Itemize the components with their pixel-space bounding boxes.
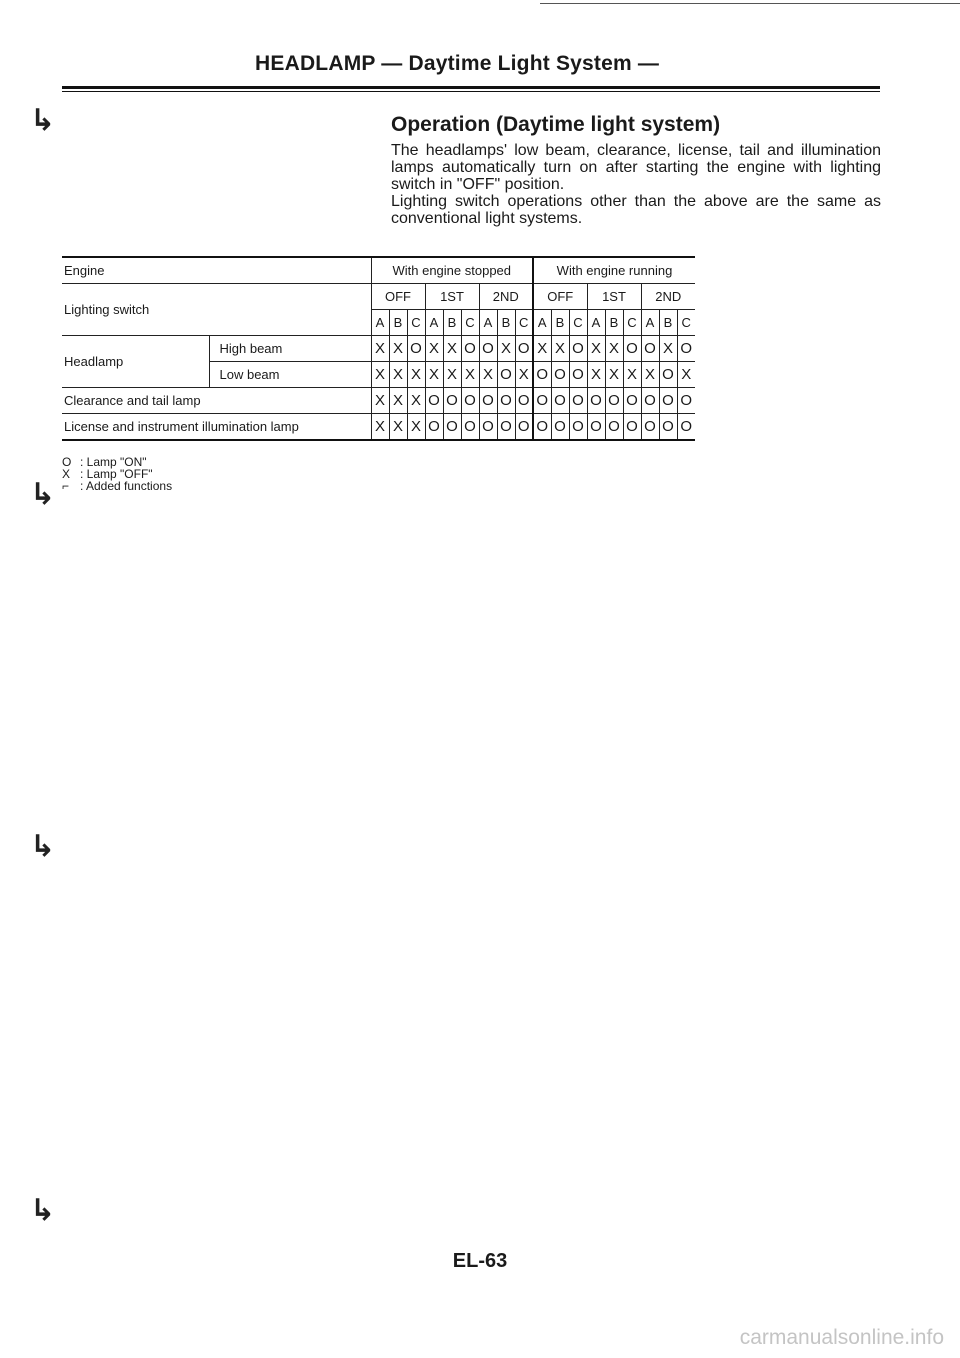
sub-position: B (443, 310, 461, 336)
sub-position: A (533, 310, 551, 336)
sub-position: A (371, 310, 389, 336)
lamp-state-cell: X (425, 362, 443, 388)
lamp-state-cell: O (461, 388, 479, 414)
lamp-state-cell: X (533, 336, 551, 362)
lamp-state-cell: X (407, 362, 425, 388)
lamp-state-cell: O (533, 414, 551, 441)
top-edge-rule (540, 3, 960, 4)
sub-position: B (551, 310, 569, 336)
lamp-state-cell: O (515, 388, 533, 414)
section-title: Operation (Daytime light system) (391, 113, 721, 136)
lamp-state-cell: X (443, 336, 461, 362)
lamp-state-cell: O (551, 362, 569, 388)
engine-label: Engine (62, 257, 371, 284)
body-paragraph: The headlamps' low beam, clearance, license, tail and illumination lamps automatically turn on after starting the engine with lighting switch in "OFF" position. (391, 142, 881, 193)
lamp-state-cell: O (497, 388, 515, 414)
lamp-state-cell: O (659, 362, 677, 388)
lamp-state-cell: O (605, 414, 623, 441)
lamp-state-cell: O (569, 388, 587, 414)
operation-table (62, 256, 695, 441)
lamp-state-cell: O (443, 414, 461, 441)
revision-mark-icon: ↳ (30, 104, 56, 137)
lamp-state-cell: O (641, 388, 659, 414)
lamp-state-cell: X (497, 336, 515, 362)
revision-mark-icon: ↳ (30, 478, 56, 511)
lamp-state-cell: X (479, 362, 497, 388)
page-header-title: HEADLAMP — Daytime Light System — (255, 52, 660, 75)
sub-position: C (677, 310, 695, 336)
lamp-state-cell: O (623, 414, 641, 441)
lamp-state-cell: X (587, 362, 605, 388)
lamp-state-cell: O (425, 414, 443, 441)
lamp-state-cell: X (587, 336, 605, 362)
legend-text: : Added functions (80, 479, 173, 493)
table-row (62, 388, 695, 414)
revision-mark-icon: ↳ (30, 1194, 56, 1227)
lamp-state-cell: O (677, 414, 695, 441)
lamp-state-cell: X (515, 362, 533, 388)
switch-position: 1ST (587, 284, 641, 310)
engine-state-stopped: With engine stopped (371, 257, 533, 284)
lamp-state-cell: X (389, 336, 407, 362)
sub-position: A (425, 310, 443, 336)
section-body (391, 142, 881, 227)
lamp-state-cell: X (461, 362, 479, 388)
lamp-state-cell: O (443, 388, 461, 414)
switch-position: OFF (533, 284, 587, 310)
lamp-state-cell: X (389, 388, 407, 414)
row-label: Low beam (209, 362, 371, 388)
sub-position: C (623, 310, 641, 336)
lamp-state-cell: X (605, 336, 623, 362)
legend-text: : Lamp "OFF" (80, 467, 153, 481)
lamp-state-cell: X (425, 336, 443, 362)
lamp-state-cell: O (623, 336, 641, 362)
lamp-state-cell: O (569, 362, 587, 388)
lamp-state-cell: X (407, 414, 425, 441)
lamp-state-cell: O (587, 388, 605, 414)
operation-table-wrapper (62, 256, 695, 441)
sub-position: C (569, 310, 587, 336)
lamp-state-cell: O (515, 414, 533, 441)
page-number: EL-63 (452, 1250, 508, 1272)
lamp-state-cell: O (677, 388, 695, 414)
revision-mark-icon: ↳ (30, 830, 56, 863)
headlamp-label: Headlamp (62, 336, 209, 388)
watermark: carmanualsonline.info (739, 1326, 944, 1349)
lamp-state-cell: X (677, 362, 695, 388)
lamp-state-cell: O (533, 388, 551, 414)
lamp-state-cell: X (389, 414, 407, 441)
lamp-state-cell: O (533, 362, 551, 388)
lamp-state-cell: X (605, 362, 623, 388)
sub-position: B (389, 310, 407, 336)
lamp-state-cell: X (551, 336, 569, 362)
body-paragraph: Lighting switch operations other than the above are the same as conventional light systems. (391, 193, 881, 227)
lamp-state-cell: X (371, 362, 389, 388)
lamp-off-symbol: X (62, 467, 71, 481)
lamp-state-cell: O (497, 414, 515, 441)
lamp-state-cell: O (569, 336, 587, 362)
lamp-state-cell: O (677, 336, 695, 362)
lamp-state-cell: X (659, 336, 677, 362)
switch-position: 2ND (479, 284, 533, 310)
lamp-state-cell: O (551, 388, 569, 414)
added-functions-bracket-icon: ⌐ (62, 479, 70, 493)
row-label: Clearance and tail lamp (62, 388, 371, 414)
header-rule (62, 86, 880, 89)
lamp-state-cell: O (551, 414, 569, 441)
sub-position: A (587, 310, 605, 336)
lamp-state-cell: O (515, 336, 533, 362)
lamp-state-cell: O (425, 388, 443, 414)
sub-position: C (407, 310, 425, 336)
lamp-state-cell: O (569, 414, 587, 441)
lamp-state-cell: O (407, 336, 425, 362)
lamp-state-cell: O (605, 388, 623, 414)
lamp-state-cell: O (641, 414, 659, 441)
sub-position: B (605, 310, 623, 336)
lamp-state-cell: X (389, 362, 407, 388)
table-row (62, 336, 695, 362)
switch-position: OFF (371, 284, 425, 310)
lamp-state-cell: X (371, 388, 389, 414)
sub-position: C (515, 310, 533, 336)
header-rule-thin (62, 91, 880, 92)
lamp-state-cell: X (407, 388, 425, 414)
lamp-state-cell: O (659, 414, 677, 441)
table-row (62, 414, 695, 441)
lamp-state-cell: O (659, 388, 677, 414)
lamp-on-symbol: O (62, 455, 72, 469)
row-label: License and instrument illumination lamp (62, 414, 371, 441)
lamp-state-cell: O (479, 336, 497, 362)
lamp-state-cell: O (641, 336, 659, 362)
legend-text: : Lamp "ON" (80, 455, 147, 469)
lamp-state-cell: O (587, 414, 605, 441)
lamp-state-cell: O (479, 388, 497, 414)
lamp-state-cell: X (623, 362, 641, 388)
engine-row (62, 257, 695, 284)
sub-position: B (497, 310, 515, 336)
sub-position: C (461, 310, 479, 336)
lamp-state-cell: O (497, 362, 515, 388)
lamp-state-cell: O (479, 414, 497, 441)
switch-position: 2ND (641, 284, 695, 310)
sub-position: B (659, 310, 677, 336)
row-label: High beam (209, 336, 371, 362)
switch-row (62, 284, 695, 310)
sub-position: A (479, 310, 497, 336)
lamp-state-cell: O (461, 336, 479, 362)
lamp-state-cell: O (461, 414, 479, 441)
lamp-state-cell: O (623, 388, 641, 414)
switch-position: 1ST (425, 284, 479, 310)
sub-position: A (641, 310, 659, 336)
switch-label: Lighting switch (62, 284, 371, 336)
legend-item (62, 480, 172, 492)
lamp-state-cell: X (371, 414, 389, 441)
engine-state-running: With engine running (533, 257, 695, 284)
lamp-state-cell: X (641, 362, 659, 388)
lamp-state-cell: X (443, 362, 461, 388)
legend (62, 456, 172, 492)
lamp-state-cell: X (371, 336, 389, 362)
